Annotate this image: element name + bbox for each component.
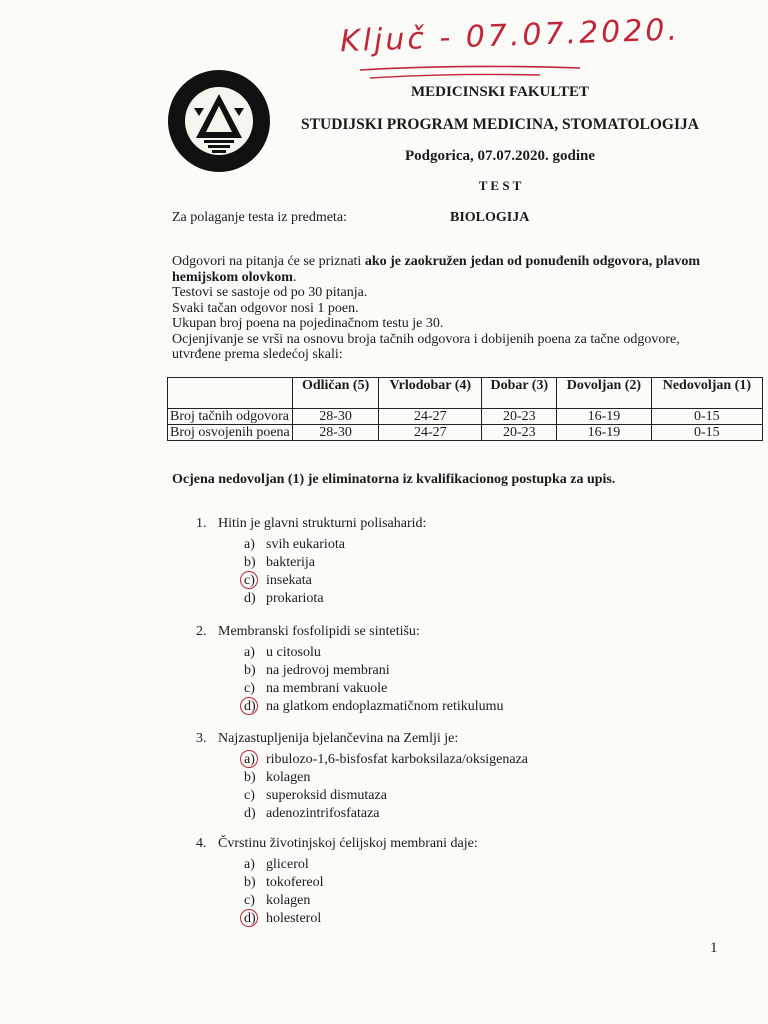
table-row	[168, 425, 763, 441]
answer-option-circled[interactable]: d) na glatkom endoplazmatičnom retikulumu	[244, 698, 504, 716]
answer-option[interactable]: c) superoksid dismutaza	[244, 788, 387, 803]
table-header-cell: Odličan (5)	[293, 378, 379, 409]
table-cell: 0-15	[651, 425, 762, 441]
handwritten-answer-circle	[240, 909, 258, 927]
handwritten-underline	[340, 62, 700, 82]
answer-option-circled[interactable]: d) holesterol	[244, 910, 478, 928]
handwritten-answer-circle	[240, 571, 258, 589]
table-header-cell: Dovoljan (2)	[557, 378, 652, 409]
answer-option[interactable]: d) prokariota	[244, 591, 324, 606]
test-title: T E S T	[478, 178, 522, 193]
table-row-label: Broj osvojenih poena	[168, 425, 293, 441]
table-cell: 20-23	[482, 425, 557, 441]
table-cell: 16-19	[557, 409, 652, 425]
answer-option[interactable]: a) glicerol	[244, 857, 309, 872]
grade-scale-table	[167, 377, 763, 441]
table-header-cell: Vrlodobar (4)	[379, 378, 482, 409]
answer-option[interactable]: b) na jedrovoj membrani	[244, 663, 390, 678]
table-cell: 24-27	[379, 425, 482, 441]
place-date: Podgorica, 07.07.2020. godine	[405, 148, 595, 164]
answer-option[interactable]: a) svih eukariota	[244, 537, 345, 552]
instructions-block	[172, 254, 732, 363]
handwritten-answer-circle	[240, 750, 258, 768]
question-text: 1. Hitin je glavni strukturni polisaharid:	[196, 516, 427, 531]
question-1	[196, 516, 426, 608]
table-cell: 20-23	[482, 409, 557, 425]
answer-option[interactable]: c) kolagen	[244, 893, 311, 908]
table-row	[168, 409, 763, 425]
answer-option[interactable]: b) kolagen	[244, 770, 311, 785]
table-cell: 28-30	[293, 425, 379, 441]
answer-option-circled[interactable]: c) insekata	[244, 572, 426, 590]
table-cell: 16-19	[557, 425, 652, 441]
faculty-title: MEDICINSKI FAKULTET	[411, 84, 589, 100]
question-4	[196, 836, 478, 928]
table-header-cell: Dobar (3)	[482, 378, 557, 409]
table-cell: 24-27	[379, 409, 482, 425]
table-header-cell	[168, 378, 293, 409]
instruction-question-count: Testovi se sastoje od po 30 pitanja.	[172, 285, 368, 300]
table-cell: 0-15	[651, 409, 762, 425]
question-text: 2. Membranski fosfolipidi se sintetišu:	[196, 624, 420, 639]
answer-option[interactable]: c) na membrani vakuole	[244, 681, 388, 696]
university-seal-logo	[166, 68, 272, 174]
table-header-row	[168, 378, 763, 409]
answer-options	[196, 751, 528, 823]
question-2	[196, 624, 504, 716]
subject-name: BIOLOGIJA	[450, 210, 530, 225]
answer-options	[196, 856, 478, 928]
table-header-cell: Nedovoljan (1)	[651, 378, 762, 409]
instruction-grading-scale: Ocjenjivanje se vrši na osnovu broja tačnih odgovora i dobijenih poena za tačne odgovore, utvrđene prema sledećoj skali:	[172, 331, 680, 362]
table-cell: 28-30	[293, 409, 379, 425]
answer-options	[196, 644, 504, 716]
table-row-label: Broj tačnih odgovora	[168, 409, 293, 425]
instruction-total-points: Ukupan broj poena na pojedinačnom testu je 30.	[172, 316, 444, 331]
answer-option[interactable]: b) tokofereol	[244, 875, 324, 890]
answer-options	[196, 536, 426, 608]
instruction-answer-rule: Odgovori na pitanja će se priznati ako je zaokružen jedan od ponuđenih odgovora, plavom hemijskom olovkom.	[172, 254, 701, 285]
handwritten-answer-circle	[240, 697, 258, 715]
answer-option[interactable]: b) bakterija	[244, 555, 315, 570]
answer-option[interactable]: d) adenozintrifosfataza	[244, 806, 380, 821]
elimination-note: Ocjena nedovoljan (1) je eliminatorna iz kvalifikacionog postupka za upis.	[172, 472, 616, 487]
handwritten-key-note	[339, 12, 700, 80]
question-text: 3. Najzastupljenija bjelančevina na Zemlji je:	[196, 731, 459, 746]
program-title: STUDIJSKI PROGRAM MEDICINA, STOMATOLOGIJA	[301, 116, 699, 133]
subject-label: Za polaganje testa iz predmeta:	[172, 210, 347, 225]
page-number: 1	[710, 940, 718, 956]
answer-option-circled[interactable]: a) ribulozo-1,6-bisfosfat karboksilaza/oksigenaza	[244, 751, 528, 769]
instruction-points-per-answer: Svaki tačan odgovor nosi 1 poen.	[172, 300, 359, 316]
handwritten-key-text: Ključ - 07.07.2020.	[339, 12, 681, 60]
question-3	[196, 731, 528, 823]
answer-option[interactable]: a) u citosolu	[244, 645, 321, 660]
question-text: 4. Čvrstinu životinjskoj ćelijskoj membrani daje:	[196, 836, 478, 851]
